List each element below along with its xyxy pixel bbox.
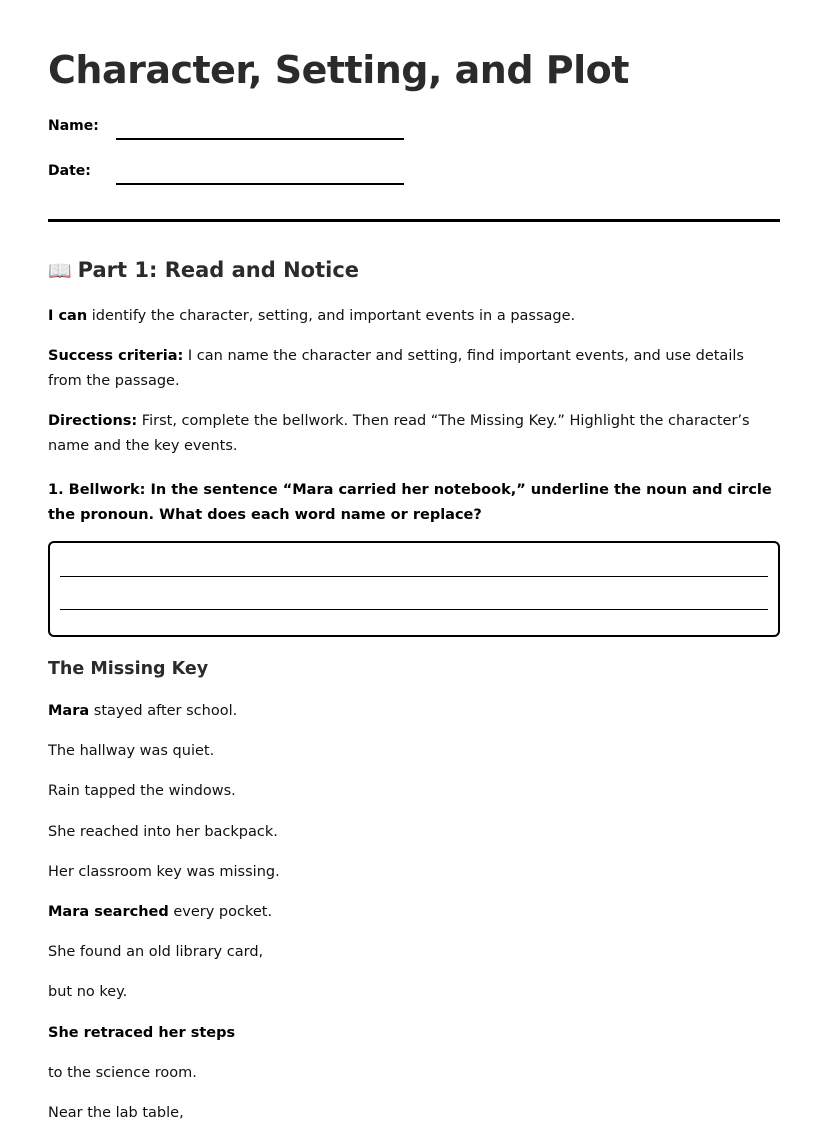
name-label: Name: — [48, 118, 99, 134]
directions-text: First, complete the bellwork. Then read “The Missing Key.” Highlight the character’s name and the key events. — [48, 413, 750, 454]
story-line-text: to the science room. — [48, 1064, 197, 1081]
success-criteria-label: Success criteria: — [48, 348, 184, 364]
story-line — [48, 743, 214, 759]
story-title: The Missing Key — [48, 659, 209, 679]
story-line-text: The hallway was quiet. — [48, 743, 215, 760]
story-line — [48, 1105, 184, 1121]
story-line-text: every pocket. — [168, 904, 273, 920]
story-line — [48, 1025, 235, 1041]
story-line-text: stayed after school. — [89, 703, 238, 719]
directions-label: Directions: — [48, 413, 138, 429]
story-line-bold: She retraced her steps — [48, 1024, 236, 1041]
open-book-icon: 📖 — [48, 260, 72, 282]
date-label: Date: — [48, 163, 91, 179]
story-line-text: Rain tapped the windows. — [48, 783, 236, 800]
story-line — [48, 783, 236, 799]
story-line — [48, 1065, 197, 1081]
date-field — [48, 163, 91, 179]
bellwork-question: 1. Bellwork: In the sentence “Mara carried her notebook,” underline the noun and circle the pronoun. What does each word name or replace? — [48, 482, 772, 523]
answer-line[interactable] — [60, 576, 768, 577]
success-criteria-text: I can name the character and setting, find important events, and use details from the passage. — [48, 348, 744, 389]
i-can-text: identify the character, setting, and important events in a passage. — [87, 308, 576, 324]
story-line — [48, 904, 272, 920]
part1-heading-text: Part 1: Read and Notice — [77, 258, 360, 282]
story-line-text: Near the lab table, — [48, 1105, 184, 1121]
story-line — [48, 944, 263, 960]
story-line-bold: Mara — [48, 703, 90, 719]
directions — [48, 409, 780, 459]
i-can-label: I can — [48, 308, 88, 324]
story-line — [48, 984, 127, 1000]
story-line — [48, 864, 280, 880]
story-line-text: She reached into her backpack. — [48, 823, 278, 840]
story-line-text: Her classroom key was missing. — [48, 863, 280, 880]
name-field — [48, 118, 99, 134]
story-line-text: but no key. — [48, 984, 128, 1001]
page-title: Character, Setting, and Plot — [48, 48, 629, 92]
i-can-statement — [48, 304, 780, 329]
bellwork-answer-box[interactable] — [48, 541, 780, 637]
story-line — [48, 703, 237, 719]
part1-heading — [48, 258, 359, 282]
story-line-text: She found an old library card, — [48, 944, 264, 961]
name-input-line[interactable] — [116, 138, 404, 140]
date-input-line[interactable] — [116, 183, 404, 185]
answer-line[interactable] — [60, 609, 768, 610]
header-divider — [48, 219, 780, 222]
story-line-bold: Mara searched — [48, 904, 169, 920]
success-criteria — [48, 344, 780, 394]
story-line — [48, 824, 278, 840]
